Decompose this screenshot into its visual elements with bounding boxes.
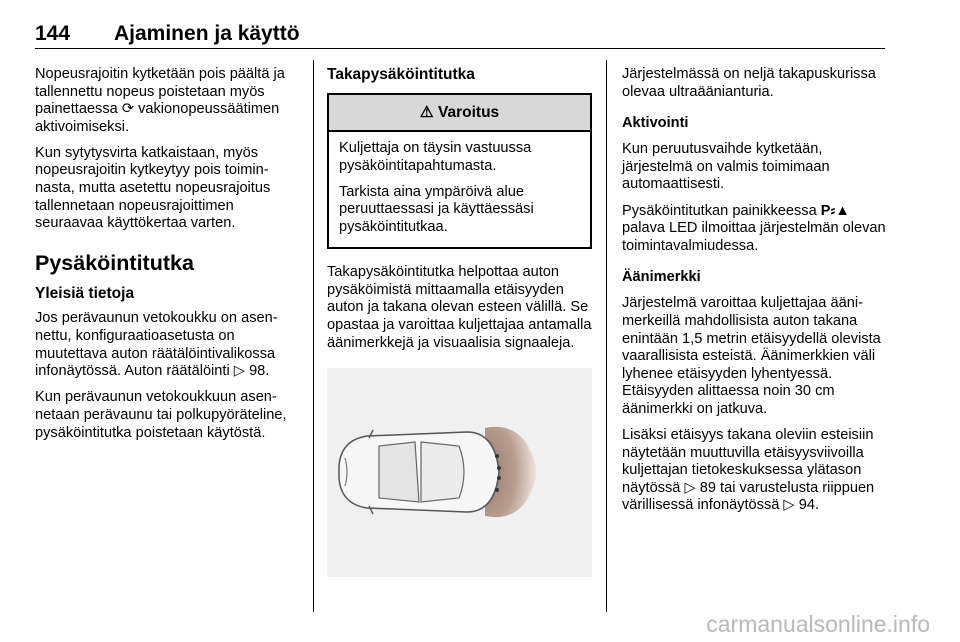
paragraph: Nopeusrajoitin kytketään pois päältä ja tallennettu nopeus poistetaan myös painettaessa ⟳ vakionopeussäätimen aktivoimiseksi. xyxy=(35,66,285,135)
paragraph xyxy=(622,427,890,515)
column-middle xyxy=(327,66,592,577)
car-topview-icon xyxy=(327,368,592,577)
paragraph-text: Lisäksi etäisyys takana oleviin esteisiin näytetään muuttuvilla etäisyysviivoilla kuljettajan tietokeskuksessa ylätason näytössä xyxy=(622,427,874,496)
warning-header xyxy=(329,95,590,133)
paragraph-text: palava LED ilmoittaa järjestelmän olevan toimintavalmiudessa. xyxy=(622,220,886,254)
paragraph: Järjestelmässä on neljä takapuskurissa olevaa ultraäänianturia. xyxy=(622,66,876,100)
paragraph-text: Pysäköintitutkan painikkeessa xyxy=(622,202,821,219)
header-rule xyxy=(35,48,885,49)
column-divider xyxy=(606,60,607,612)
warning-box xyxy=(327,93,592,250)
page-number: 144 xyxy=(35,22,71,45)
warning-title: Varoitus xyxy=(438,103,500,121)
section-title: Takapysäköintitutka xyxy=(327,66,475,83)
page-ref[interactable]: 98. xyxy=(245,363,270,380)
paragraph-text: 89 tai varustelusta riippuen värillisessä infonäytössä xyxy=(622,479,875,514)
heading-activation: Aktivointi xyxy=(622,115,689,132)
warning-body xyxy=(329,132,590,247)
chapter-title: Ajaminen ja käyttö xyxy=(114,22,300,45)
column-right xyxy=(622,66,890,524)
parking-button-icon: P⸗▲ xyxy=(820,202,850,219)
subsection-title: Yleisiä tietoja xyxy=(35,284,135,302)
column-left xyxy=(35,66,300,451)
warning-text: Tarkista aina ympäröivä alue peruuttaessasi ja käyttäessäsi pysäköintitutkaa. xyxy=(339,183,534,236)
column-divider xyxy=(313,60,314,612)
paragraph: Kun sytytysvirta katkaistaan, myös nopeusrajoitin kytkeytyy pois toiminnasta, mutta asetettu nopeusrajoitus tallennetaan nopeusrajoittimen seuraavaa käyttökertaa varten. xyxy=(35,144,271,232)
parking-sensor-illustration xyxy=(327,368,592,577)
paragraph-text: 94. xyxy=(794,497,819,514)
paragraph: Kun peruutusvaihde kytketään, järjestelmä on valmis toimimaan automaattisesti. xyxy=(622,141,830,193)
heading-sound: Äänimerkki xyxy=(622,269,701,286)
paragraph xyxy=(622,203,890,256)
page-ref-arrow-icon: ▷ xyxy=(783,497,795,514)
paragraph xyxy=(35,310,300,380)
paragraph: Kun perävaunun vetokoukkuun asennetaan perävaunu tai polkupyöräteline, pysäköintitutka poistetaan käytöstä. xyxy=(35,389,287,441)
warning-icon: ⚠ xyxy=(419,103,434,121)
section-title: Pysäköintitutka xyxy=(35,250,194,275)
watermark: carmanualsonline.info xyxy=(706,611,930,637)
paragraph: Järjestelmä varoittaa kuljettajaa äänimerkeillä mahdollisista auton takana enintään 1,5 metrin etäisyydellä olevista vaarallisista esteistä. Äänimerkkien väli lyhenee etäisyyden lyhentyessä. Etäisyyden alittaessa noin 30 cm äänimerkki on jatkuva. xyxy=(622,295,881,417)
paragraph: Takapysäköintitutka helpottaa auton pysäköimistä mittaamalla etäisyyden auton ja takana olevan esteen välillä. Se opastaa ja varoittaa kuljettajaa antamalla äänimerkkejä ja visuaalisia signaaleja. xyxy=(327,264,592,351)
warning-text: Kuljettaja on täysin vastuussa pysäköintitapahtumasta. xyxy=(339,140,532,174)
paragraph-text: Jos perävaunun vetokoukku on asennettu, konfiguraatioasetusta on muutettava auton räätälöintivalikossa infonäytössä. Auton räätälöinti xyxy=(35,310,278,380)
page-ref-arrow-icon: ▷ xyxy=(233,363,246,380)
page-ref-arrow-icon: ▷ xyxy=(684,479,696,496)
